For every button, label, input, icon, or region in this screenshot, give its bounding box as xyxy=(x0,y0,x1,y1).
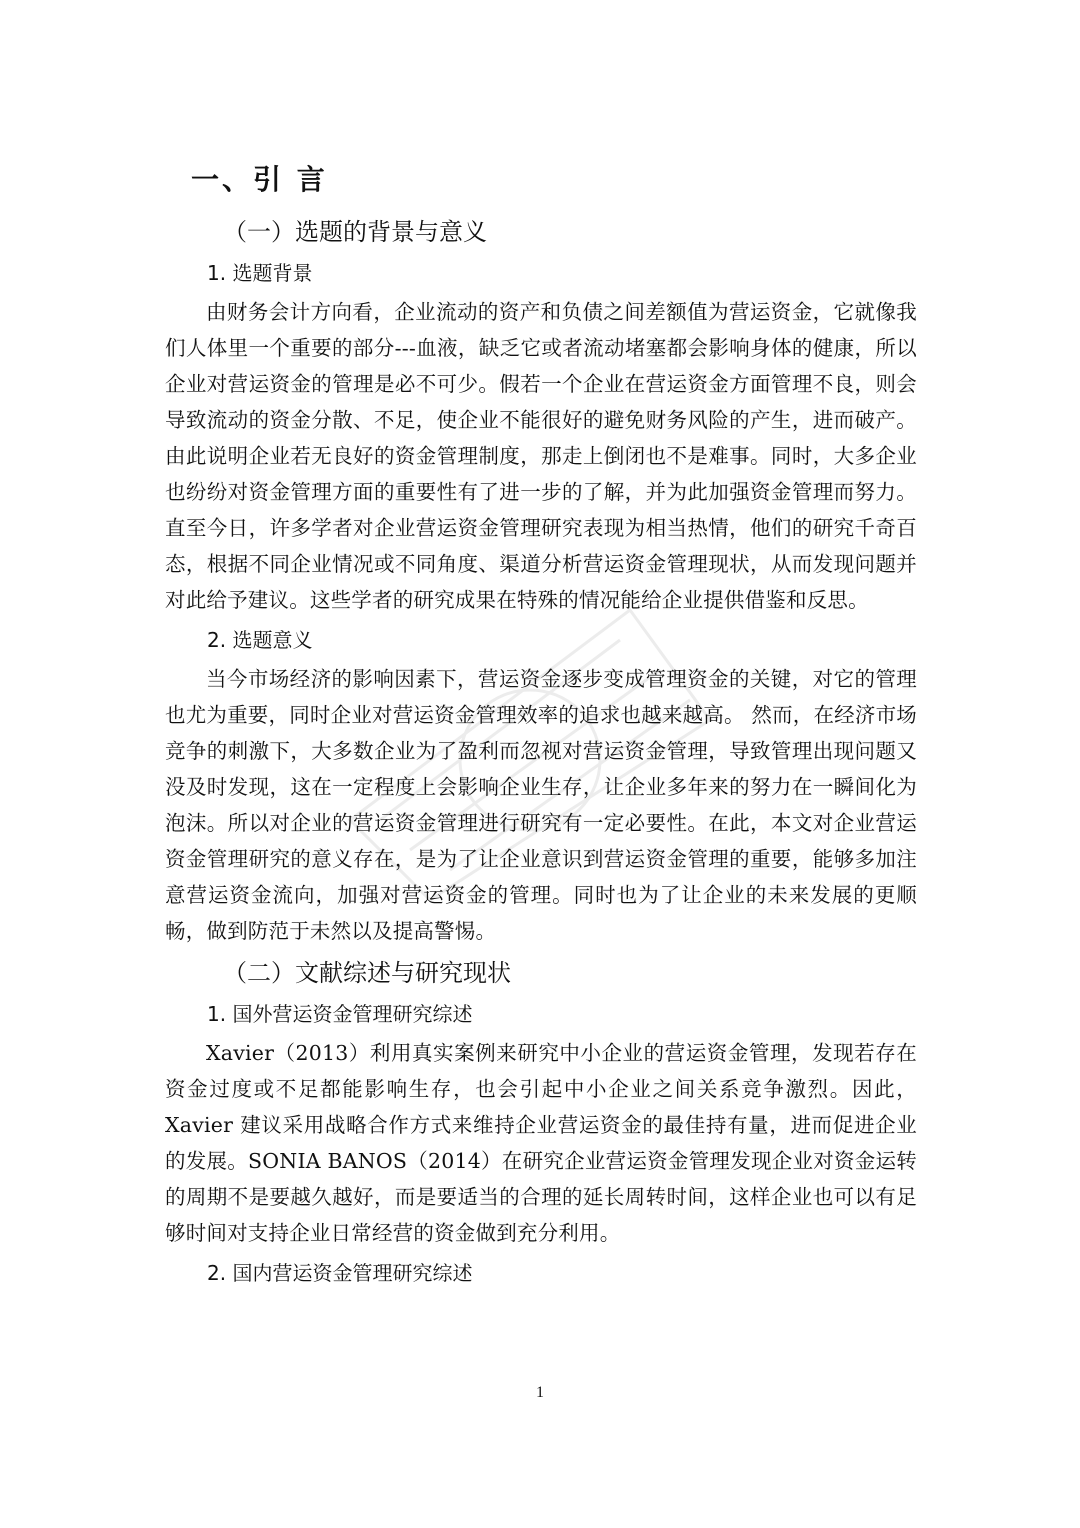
subsection-heading-background: 1. 选题背景 xyxy=(207,261,313,285)
subsection-heading-foreign-review: 1. 国外营运资金管理研究综述 xyxy=(207,1002,473,1026)
paragraph-foreign-review: Xavier（2013）利用真实案例来研究中小企业的营运资金管理，发现若存在资金过度或不足都能影响生存，也会引起中小企业之间关系竞争激烈。因此，Xavier 建议采用战略合作方式来维持企业营运资金的最佳持有量，进而促进企业的发展。SONIA BANOS（2014）在研究企业营运资金管理发现企业对资金运转的周期不是要越久越好，而是要适当的合理的延长周转时间，这样企业也可以有足够时间对支持企业日常经营的资金做到充分利用。 xyxy=(165,1041,917,1245)
page-number: 1 xyxy=(536,1384,544,1401)
paragraph-significance: 当今市场经济的影响因素下，营运资金逐步变成管理资金的关键，对它的管理也尤为重要，同时企业对营运资金管理效率的追求也越来越高。 然而，在经济市场竞争的刺激下，大多数企业为了盈利而忽视对营运资金管理，导致管理出现问题又没及时发现，这在一定程度上会影响企业生存，让企业多年来的努力在一瞬间化为泡沫。所以对企业的营运资金管理进行研究有一定必要性。在此，本文对企业营运资金管理研究的意义存在，是为了让企业意识到营运资金管理的重要，能够多加注意营运资金流向，加强对营运资金的管理。同时也为了让企业的未来发展的更顺畅，做到防范于未然以及提高警惕。 xyxy=(165,667,917,943)
subsection-heading-domestic-review: 2. 国内营运资金管理研究综述 xyxy=(207,1261,473,1285)
document-body xyxy=(165,158,917,1294)
paragraph-background: 由财务会计方向看，企业流动的资产和负债之间差额值为营运资金，它就像我们人体里一个重要的部分---血液，缺乏它或者流动堵塞都会影响身体的健康，所以企业对营运资金的管理是必不可少。假若一个企业在营运资金方面管理不良，则会导致流动的资金分散、不足，使企业不能很好的避免财务风险的产生，进而破产。由此说明企业若无良好的资金管理制度，那走上倒闭也不是难事。同时，大多企业也纷纷对资金管理方面的重要性有了进一步的了解，并为此加强资金管理而努力。直至今日，许多学者对企业营运资金管理研究表现为相当热情，他们的研究千奇百态，根据不同企业情况或不同角度、渠道分析营运资金管理现状，从而发现问题并对此给予建议。这些学者的研究成果在特殊的情况能给企业提供借鉴和反思。 xyxy=(165,300,917,612)
chapter-heading: 一、引 言 xyxy=(191,163,328,196)
section-heading-literature: （二）文献综述与研究现状 xyxy=(223,959,511,987)
subsection-heading-significance: 2. 选题意义 xyxy=(207,628,313,652)
section-heading-background: （一）选题的背景与意义 xyxy=(223,218,487,246)
